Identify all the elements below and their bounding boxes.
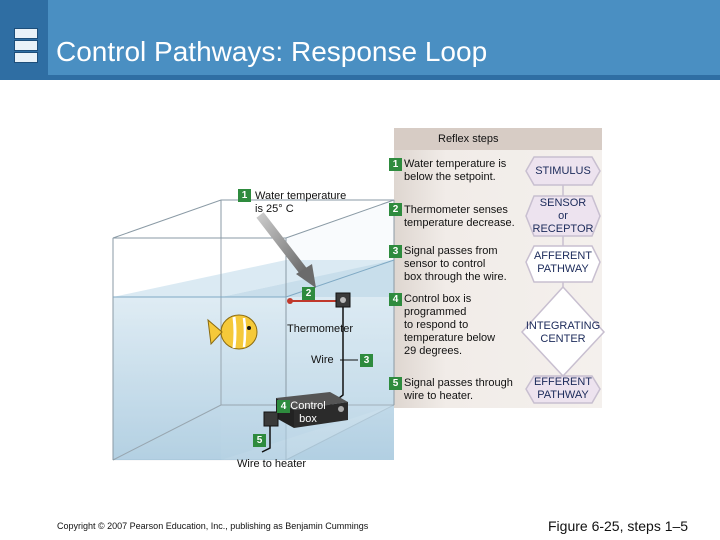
reflex-steps-title: Reflex steps: [438, 133, 499, 145]
step-number: 4: [389, 293, 402, 306]
step-number: 5: [389, 377, 402, 390]
water-temperature-label: Water temperature is 25° C: [255, 190, 347, 215]
figure-caption: Figure 6-25, steps 1–5: [548, 518, 689, 534]
step-text: Signal passes through wire to heater.: [404, 377, 513, 402]
step-text: Thermometer senses temperature decrease.: [404, 204, 515, 229]
pathway-label-efferent: EFFERENT PATHWAY: [533, 376, 593, 401]
page-title: Control Pathways: Response Loop: [56, 36, 488, 67]
step-number: 2: [389, 203, 402, 216]
step-text: Signal passes from sensor to control box through the wire.: [404, 245, 507, 283]
pathway-label-integrating: INTEGRATING CENTER: [525, 320, 601, 345]
copyright-text: Copyright © 2007 Pearson Education, Inc., publishing as Benjamin Cummings: [57, 521, 369, 531]
pathway-label-afferent: AFFERENT PATHWAY: [533, 250, 593, 275]
thermometer-label: Thermometer: [287, 323, 354, 335]
control-box-label: Control box: [290, 400, 326, 425]
pathway-label-sensor: SENSOR or RECEPTOR: [532, 197, 594, 235]
tank-step-number: 1: [238, 189, 251, 202]
pathway-label-stimulus: STIMULUS: [535, 165, 591, 177]
tank-step-number: 4: [277, 400, 290, 413]
step-number: 1: [389, 158, 402, 171]
tank-step-number: 2: [302, 287, 315, 300]
tank-front-glass: [113, 238, 286, 460]
tank-step-number: 5: [253, 434, 266, 447]
wire-label: Wire: [311, 354, 334, 366]
step-text: Water temperature is below the setpoint.: [404, 158, 507, 183]
step-text: Control box is programmed to respond to temperature below 29 degrees.: [404, 293, 496, 357]
heater-wire-label: Wire to heater: [237, 458, 307, 470]
step-number: 3: [389, 245, 402, 258]
tank-step-number: 3: [360, 354, 373, 367]
